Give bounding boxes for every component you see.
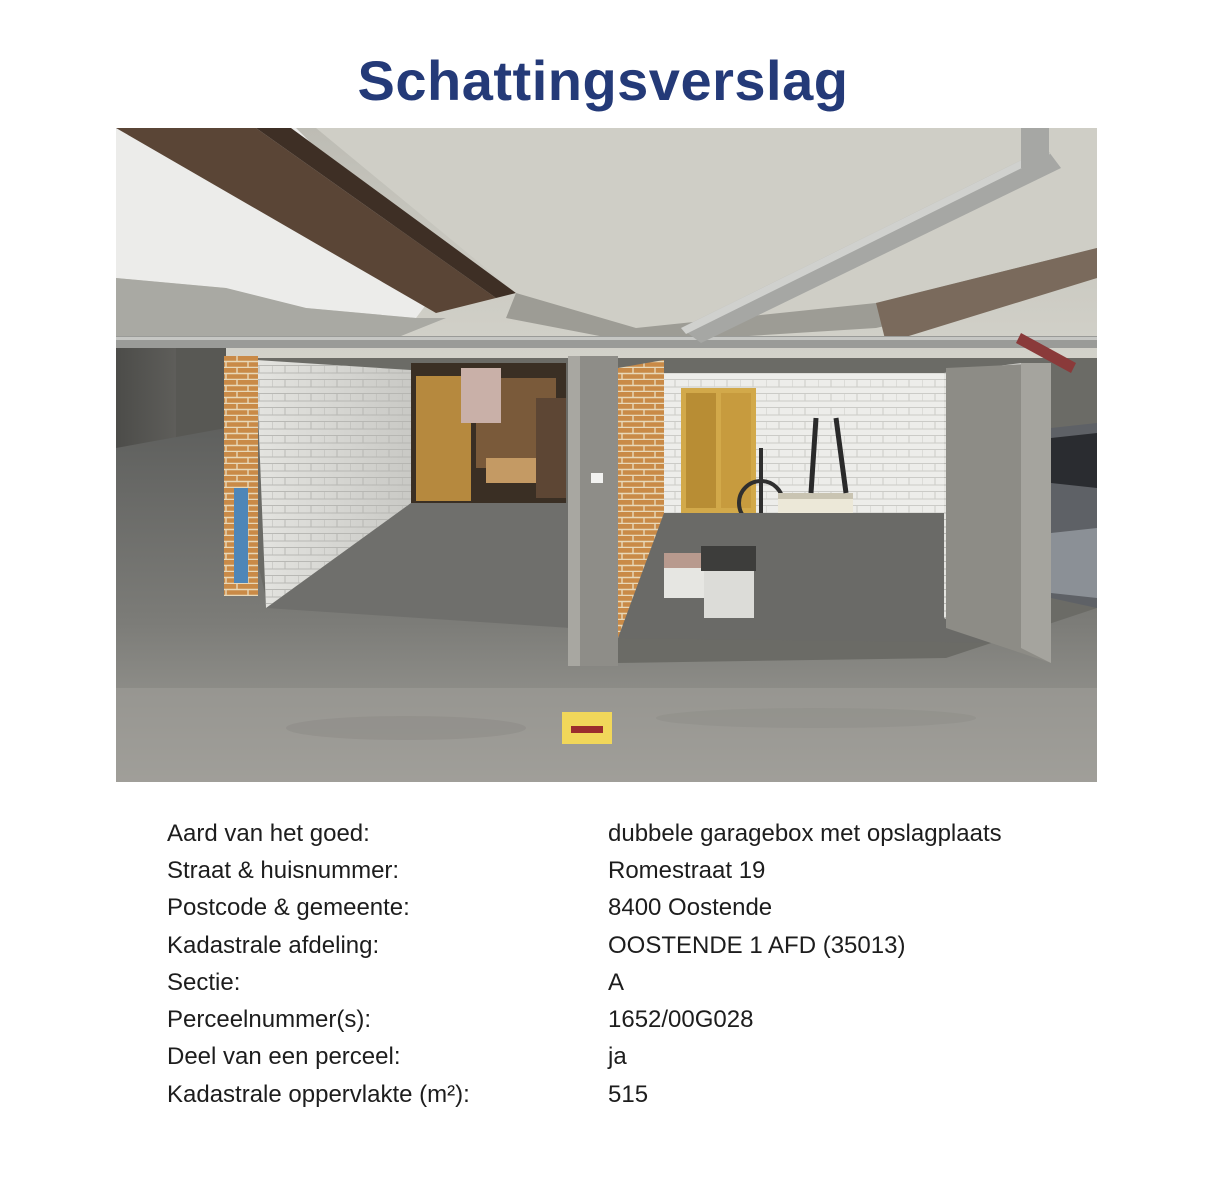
detail-label: Kadastrale afdeling: (167, 931, 380, 959)
detail-label: Straat & huisnummer: (167, 856, 400, 884)
detail-value: 8400 Oostende (608, 894, 773, 922)
detail-row-afdeling (167, 927, 1127, 964)
detail-row-straat (167, 852, 1127, 889)
detail-value: 1652/00G028 (608, 1006, 754, 1034)
detail-value: ja (608, 1043, 627, 1071)
detail-value: dubbele garagebox met opslagplaats (608, 819, 1002, 847)
detail-row-postcode (167, 890, 1127, 927)
page-title: Schattingsverslag (357, 49, 849, 112)
detail-value: OOSTENDE 1 AFD (35013) (608, 931, 906, 959)
detail-row-deel-perceel (167, 1039, 1127, 1076)
detail-label: Postcode & gemeente: (167, 894, 410, 922)
property-details-table (167, 815, 1127, 1113)
detail-label: Kadastrale oppervlakte (m²): (167, 1080, 470, 1108)
detail-row-sectie (167, 964, 1127, 1001)
detail-label: Aard van het goed: (167, 819, 370, 847)
property-photo (116, 128, 1097, 782)
detail-row-aard (167, 815, 1127, 852)
detail-value: 515 (608, 1080, 649, 1108)
garage-photo-illustration (116, 128, 1097, 782)
detail-row-oppervlakte (167, 1076, 1127, 1113)
detail-label: Deel van een perceel: (167, 1043, 401, 1071)
detail-value: A (608, 968, 625, 996)
detail-label: Sectie: (167, 968, 241, 996)
detail-row-perceelnummer (167, 1001, 1127, 1038)
detail-value: Romestraat 19 (608, 856, 766, 884)
detail-label: Perceelnummer(s): (167, 1006, 372, 1034)
